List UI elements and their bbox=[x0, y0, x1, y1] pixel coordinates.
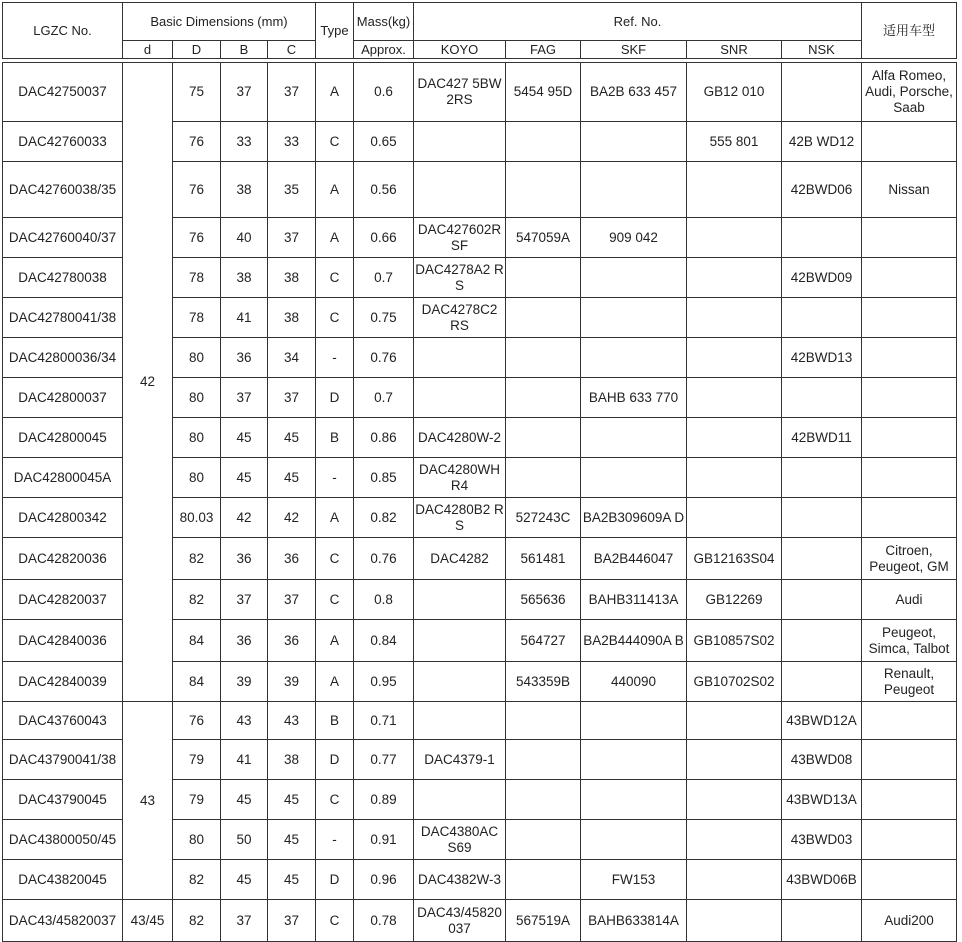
cars-cell bbox=[862, 122, 957, 162]
koyo-cell: DAC43/45820037 bbox=[414, 900, 506, 942]
fag-cell bbox=[506, 338, 581, 378]
type-cell: C bbox=[316, 258, 354, 298]
bearing-table bbox=[2, 2, 957, 942]
c-cell: 35 bbox=[268, 162, 316, 218]
fag-cell bbox=[506, 780, 581, 820]
cars-cell bbox=[862, 258, 957, 298]
group-d-42: 42 bbox=[123, 63, 173, 702]
mass-cell: 0.76 bbox=[354, 538, 414, 580]
c-cell: 38 bbox=[268, 298, 316, 338]
d-outer-cell: 80.03 bbox=[173, 498, 221, 538]
c-cell: 45 bbox=[268, 860, 316, 900]
d-outer-cell: 80 bbox=[173, 820, 221, 860]
mass-cell: 0.75 bbox=[354, 298, 414, 338]
d-outer-cell: 76 bbox=[173, 122, 221, 162]
cars-cell: Citroen, Peugeot, GM bbox=[862, 538, 957, 580]
koyo-cell: DAC4280B2 RS bbox=[414, 498, 506, 538]
mass-cell: 0.86 bbox=[354, 418, 414, 458]
snr-cell bbox=[687, 338, 782, 378]
snr-cell bbox=[687, 298, 782, 338]
type-cell: A bbox=[316, 63, 354, 122]
fag-cell bbox=[506, 418, 581, 458]
skf-cell: FW153 bbox=[581, 860, 687, 900]
mass-cell: 0.96 bbox=[354, 860, 414, 900]
snr-cell: GB12269 bbox=[687, 580, 782, 620]
cars-cell bbox=[862, 702, 957, 740]
koyo-cell: DAC427 5BW2RS bbox=[414, 63, 506, 122]
type-cell: A bbox=[316, 662, 354, 702]
b-cell: 33 bbox=[221, 122, 268, 162]
mass-cell: 0.7 bbox=[354, 258, 414, 298]
cars-cell bbox=[862, 378, 957, 418]
lgzc-no-cell: DAC42760033 bbox=[3, 122, 123, 162]
mass-cell: 0.89 bbox=[354, 780, 414, 820]
header-approx: Approx. bbox=[354, 41, 414, 59]
mass-cell: 0.76 bbox=[354, 338, 414, 378]
mass-cell: 0.65 bbox=[354, 122, 414, 162]
mass-cell: 0.84 bbox=[354, 620, 414, 662]
cars-cell bbox=[862, 418, 957, 458]
type-cell: C bbox=[316, 580, 354, 620]
c-cell: 45 bbox=[268, 780, 316, 820]
nsk-cell bbox=[782, 900, 862, 942]
skf-cell bbox=[581, 418, 687, 458]
koyo-cell: DAC4278A2 RS bbox=[414, 258, 506, 298]
type-cell: - bbox=[316, 458, 354, 498]
c-cell: 38 bbox=[268, 740, 316, 780]
nsk-cell bbox=[782, 298, 862, 338]
nsk-cell: 42B WD12 bbox=[782, 122, 862, 162]
skf-cell bbox=[581, 122, 687, 162]
header-ref-no: Ref. No. bbox=[414, 3, 862, 41]
snr-cell bbox=[687, 458, 782, 498]
header-skf: SKF bbox=[581, 41, 687, 59]
type-cell: A bbox=[316, 498, 354, 538]
skf-cell bbox=[581, 338, 687, 378]
cars-cell bbox=[862, 780, 957, 820]
header-nsk: NSK bbox=[782, 41, 862, 59]
c-cell: 37 bbox=[268, 378, 316, 418]
snr-cell: GB12 010 bbox=[687, 63, 782, 122]
lgzc-no-cell: DAC42780041/38 bbox=[3, 298, 123, 338]
header-fag: FAG bbox=[506, 41, 581, 59]
koyo-cell: DAC4282 bbox=[414, 538, 506, 580]
koyo-cell: DAC4382W-3 bbox=[414, 860, 506, 900]
b-cell: 45 bbox=[221, 780, 268, 820]
mass-cell: 0.71 bbox=[354, 702, 414, 740]
snr-cell bbox=[687, 860, 782, 900]
mass-cell: 0.85 bbox=[354, 458, 414, 498]
nsk-cell: 43BWD13A bbox=[782, 780, 862, 820]
type-cell: D bbox=[316, 378, 354, 418]
lgzc-no-cell: DAC42800045 bbox=[3, 418, 123, 458]
table-body bbox=[3, 59, 957, 942]
lgzc-no-cell: DAC42760038/35 bbox=[3, 162, 123, 218]
fag-cell bbox=[506, 162, 581, 218]
koyo-cell: DAC4280W-2 bbox=[414, 418, 506, 458]
lgzc-no-cell: DAC43790045 bbox=[3, 780, 123, 820]
c-cell: 37 bbox=[268, 900, 316, 942]
snr-cell bbox=[687, 218, 782, 258]
lgzc-no-cell: DAC42820036 bbox=[3, 538, 123, 580]
fag-cell: 564727 bbox=[506, 620, 581, 662]
lgzc-no-cell: DAC42840039 bbox=[3, 662, 123, 702]
type-cell: C bbox=[316, 900, 354, 942]
nsk-cell bbox=[782, 218, 862, 258]
cars-cell bbox=[862, 820, 957, 860]
nsk-cell bbox=[782, 620, 862, 662]
type-cell: A bbox=[316, 162, 354, 218]
cars-cell: Peugeot, Simca, Talbot bbox=[862, 620, 957, 662]
d-outer-cell: 78 bbox=[173, 258, 221, 298]
type-cell: C bbox=[316, 298, 354, 338]
nsk-cell: 42BWD13 bbox=[782, 338, 862, 378]
c-cell: 37 bbox=[268, 63, 316, 122]
type-cell: A bbox=[316, 218, 354, 258]
snr-cell: GB10857S02 bbox=[687, 620, 782, 662]
cars-cell bbox=[862, 338, 957, 378]
lgzc-no-cell: DAC42800045A bbox=[3, 458, 123, 498]
lgzc-no-cell: DAC43/45820037 bbox=[3, 900, 123, 942]
d-outer-cell: 80 bbox=[173, 338, 221, 378]
lgzc-no-cell: DAC43760043 bbox=[3, 702, 123, 740]
skf-cell bbox=[581, 820, 687, 860]
mass-cell: 0.77 bbox=[354, 740, 414, 780]
snr-cell: 555 801 bbox=[687, 122, 782, 162]
b-cell: 37 bbox=[221, 900, 268, 942]
cars-cell bbox=[862, 298, 957, 338]
b-cell: 41 bbox=[221, 298, 268, 338]
koyo-cell: DAC4280WH R4 bbox=[414, 458, 506, 498]
snr-cell bbox=[687, 258, 782, 298]
snr-cell: GB10702S02 bbox=[687, 662, 782, 702]
c-cell: 37 bbox=[268, 580, 316, 620]
koyo-cell bbox=[414, 702, 506, 740]
table-row bbox=[3, 900, 957, 942]
header-applicable-cars: 适用车型 bbox=[862, 3, 957, 59]
header-d-outer: D bbox=[173, 41, 221, 59]
b-cell: 45 bbox=[221, 860, 268, 900]
snr-cell bbox=[687, 780, 782, 820]
b-cell: 36 bbox=[221, 538, 268, 580]
lgzc-no-cell: DAC43800050/45 bbox=[3, 820, 123, 860]
nsk-cell bbox=[782, 458, 862, 498]
fag-cell: 547059A bbox=[506, 218, 581, 258]
mass-cell: 0.95 bbox=[354, 662, 414, 702]
type-cell: B bbox=[316, 418, 354, 458]
nsk-cell: 42BWD11 bbox=[782, 418, 862, 458]
header-mass: Mass(kg) bbox=[354, 3, 414, 41]
d-outer-cell: 75 bbox=[173, 63, 221, 122]
d-outer-cell: 80 bbox=[173, 378, 221, 418]
snr-cell bbox=[687, 820, 782, 860]
c-cell: 36 bbox=[268, 620, 316, 662]
d-outer-cell: 82 bbox=[173, 538, 221, 580]
b-cell: 41 bbox=[221, 740, 268, 780]
b-cell: 37 bbox=[221, 63, 268, 122]
fag-cell bbox=[506, 298, 581, 338]
nsk-cell: 42BWD09 bbox=[782, 258, 862, 298]
lgzc-no-cell: DAC42800036/34 bbox=[3, 338, 123, 378]
b-cell: 45 bbox=[221, 458, 268, 498]
fag-cell: 565636 bbox=[506, 580, 581, 620]
fag-cell: 567519A bbox=[506, 900, 581, 942]
snr-cell bbox=[687, 740, 782, 780]
cars-cell: Nissan bbox=[862, 162, 957, 218]
lgzc-no-cell: DAC42750037 bbox=[3, 63, 123, 122]
d-outer-cell: 84 bbox=[173, 662, 221, 702]
c-cell: 45 bbox=[268, 458, 316, 498]
snr-cell bbox=[687, 900, 782, 942]
header-type: Type bbox=[316, 3, 354, 59]
b-cell: 40 bbox=[221, 218, 268, 258]
header-b: B bbox=[221, 41, 268, 59]
c-cell: 42 bbox=[268, 498, 316, 538]
c-cell: 37 bbox=[268, 218, 316, 258]
type-cell: - bbox=[316, 820, 354, 860]
d-outer-cell: 79 bbox=[173, 740, 221, 780]
b-cell: 50 bbox=[221, 820, 268, 860]
d-outer-cell: 82 bbox=[173, 860, 221, 900]
c-cell: 33 bbox=[268, 122, 316, 162]
b-cell: 39 bbox=[221, 662, 268, 702]
cars-cell bbox=[862, 218, 957, 258]
skf-cell: BAHB311413A bbox=[581, 580, 687, 620]
d-outer-cell: 84 bbox=[173, 620, 221, 662]
header-c: C bbox=[268, 41, 316, 59]
cars-cell: Audi200 bbox=[862, 900, 957, 942]
d-outer-cell: 78 bbox=[173, 298, 221, 338]
type-cell: C bbox=[316, 538, 354, 580]
skf-cell bbox=[581, 702, 687, 740]
mass-cell: 0.78 bbox=[354, 900, 414, 942]
group-d-43: 43 bbox=[123, 702, 173, 900]
nsk-cell bbox=[782, 378, 862, 418]
snr-cell bbox=[687, 418, 782, 458]
skf-cell bbox=[581, 740, 687, 780]
fag-cell bbox=[506, 860, 581, 900]
koyo-cell bbox=[414, 162, 506, 218]
d-outer-cell: 80 bbox=[173, 458, 221, 498]
d-outer-cell: 82 bbox=[173, 580, 221, 620]
nsk-cell bbox=[782, 580, 862, 620]
skf-cell: BAHB 633 770 bbox=[581, 378, 687, 418]
cars-cell: Renault, Peugeot bbox=[862, 662, 957, 702]
snr-cell bbox=[687, 702, 782, 740]
skf-cell: BA2B444090A B bbox=[581, 620, 687, 662]
lgzc-no-cell: DAC43790041/38 bbox=[3, 740, 123, 780]
nsk-cell bbox=[782, 498, 862, 538]
cars-cell bbox=[862, 458, 957, 498]
koyo-cell bbox=[414, 620, 506, 662]
skf-cell bbox=[581, 258, 687, 298]
b-cell: 37 bbox=[221, 580, 268, 620]
koyo-cell bbox=[414, 580, 506, 620]
lgzc-no-cell: DAC43820045 bbox=[3, 860, 123, 900]
header-lgzc: LGZC No. bbox=[3, 3, 123, 59]
fag-cell bbox=[506, 122, 581, 162]
snr-cell bbox=[687, 378, 782, 418]
mass-cell: 0.6 bbox=[354, 63, 414, 122]
d-outer-cell: 80 bbox=[173, 418, 221, 458]
koyo-cell bbox=[414, 122, 506, 162]
nsk-cell: 43BWD03 bbox=[782, 820, 862, 860]
koyo-cell: DAC427602R SF bbox=[414, 218, 506, 258]
fag-cell bbox=[506, 702, 581, 740]
c-cell: 39 bbox=[268, 662, 316, 702]
mass-cell: 0.91 bbox=[354, 820, 414, 860]
header-basic-dimensions: Basic Dimensions (mm) bbox=[123, 3, 316, 41]
table-row bbox=[3, 702, 957, 740]
koyo-cell: DAC4380AC S69 bbox=[414, 820, 506, 860]
nsk-cell bbox=[782, 662, 862, 702]
header-snr: SNR bbox=[687, 41, 782, 59]
snr-cell: GB12163S04 bbox=[687, 538, 782, 580]
skf-cell: 909 042 bbox=[581, 218, 687, 258]
lgzc-no-cell: DAC42820037 bbox=[3, 580, 123, 620]
type-cell: D bbox=[316, 740, 354, 780]
mass-cell: 0.56 bbox=[354, 162, 414, 218]
skf-cell: 440090 bbox=[581, 662, 687, 702]
type-cell: - bbox=[316, 338, 354, 378]
skf-cell bbox=[581, 298, 687, 338]
nsk-cell: 43BWD08 bbox=[782, 740, 862, 780]
type-cell: C bbox=[316, 780, 354, 820]
cars-cell bbox=[862, 740, 957, 780]
skf-cell bbox=[581, 162, 687, 218]
cars-cell bbox=[862, 860, 957, 900]
d-outer-cell: 76 bbox=[173, 218, 221, 258]
mass-cell: 0.7 bbox=[354, 378, 414, 418]
cars-cell: Alfa Romeo, Audi, Porsche, Saab bbox=[862, 63, 957, 122]
b-cell: 42 bbox=[221, 498, 268, 538]
d-outer-cell: 76 bbox=[173, 162, 221, 218]
b-cell: 38 bbox=[221, 258, 268, 298]
skf-cell: BAHB633814A bbox=[581, 900, 687, 942]
nsk-cell: 42BWD06 bbox=[782, 162, 862, 218]
skf-cell: BA2B446047 bbox=[581, 538, 687, 580]
b-cell: 45 bbox=[221, 418, 268, 458]
b-cell: 36 bbox=[221, 620, 268, 662]
fag-cell bbox=[506, 458, 581, 498]
d-outer-cell: 82 bbox=[173, 900, 221, 942]
c-cell: 38 bbox=[268, 258, 316, 298]
group-d-43-45: 43/45 bbox=[123, 900, 173, 942]
lgzc-no-cell: DAC42840036 bbox=[3, 620, 123, 662]
lgzc-no-cell: DAC42760040/37 bbox=[3, 218, 123, 258]
header-d-inner: d bbox=[123, 41, 173, 59]
koyo-cell: DAC4278C2 RS bbox=[414, 298, 506, 338]
type-cell: B bbox=[316, 702, 354, 740]
koyo-cell bbox=[414, 338, 506, 378]
mass-cell: 0.8 bbox=[354, 580, 414, 620]
d-outer-cell: 76 bbox=[173, 702, 221, 740]
b-cell: 36 bbox=[221, 338, 268, 378]
c-cell: 43 bbox=[268, 702, 316, 740]
skf-cell bbox=[581, 780, 687, 820]
mass-cell: 0.82 bbox=[354, 498, 414, 538]
type-cell: A bbox=[316, 620, 354, 662]
b-cell: 43 bbox=[221, 702, 268, 740]
skf-cell bbox=[581, 458, 687, 498]
cars-cell: Audi bbox=[862, 580, 957, 620]
fag-cell bbox=[506, 378, 581, 418]
type-cell: D bbox=[316, 860, 354, 900]
c-cell: 45 bbox=[268, 820, 316, 860]
snr-cell bbox=[687, 498, 782, 538]
fag-cell: 543359B bbox=[506, 662, 581, 702]
koyo-cell bbox=[414, 378, 506, 418]
fag-cell: 5454 95D bbox=[506, 63, 581, 122]
lgzc-no-cell: DAC42780038 bbox=[3, 258, 123, 298]
koyo-cell: DAC4379-1 bbox=[414, 740, 506, 780]
d-outer-cell: 79 bbox=[173, 780, 221, 820]
header-koyo: KOYO bbox=[414, 41, 506, 59]
fag-cell bbox=[506, 740, 581, 780]
fag-cell: 527243C bbox=[506, 498, 581, 538]
lgzc-no-cell: DAC42800342 bbox=[3, 498, 123, 538]
nsk-cell bbox=[782, 63, 862, 122]
type-cell: C bbox=[316, 122, 354, 162]
koyo-cell bbox=[414, 662, 506, 702]
snr-cell bbox=[687, 162, 782, 218]
b-cell: 38 bbox=[221, 162, 268, 218]
mass-cell: 0.66 bbox=[354, 218, 414, 258]
c-cell: 34 bbox=[268, 338, 316, 378]
c-cell: 36 bbox=[268, 538, 316, 580]
table-row bbox=[3, 63, 957, 122]
lgzc-no-cell: DAC42800037 bbox=[3, 378, 123, 418]
nsk-cell bbox=[782, 538, 862, 580]
c-cell: 45 bbox=[268, 418, 316, 458]
fag-cell bbox=[506, 820, 581, 860]
nsk-cell: 43BWD12A bbox=[782, 702, 862, 740]
skf-cell: BA2B309609A D bbox=[581, 498, 687, 538]
nsk-cell: 43BWD06B bbox=[782, 860, 862, 900]
cars-cell bbox=[862, 498, 957, 538]
skf-cell: BA2B 633 457 bbox=[581, 63, 687, 122]
koyo-cell bbox=[414, 780, 506, 820]
fag-cell bbox=[506, 258, 581, 298]
fag-cell: 561481 bbox=[506, 538, 581, 580]
b-cell: 37 bbox=[221, 378, 268, 418]
